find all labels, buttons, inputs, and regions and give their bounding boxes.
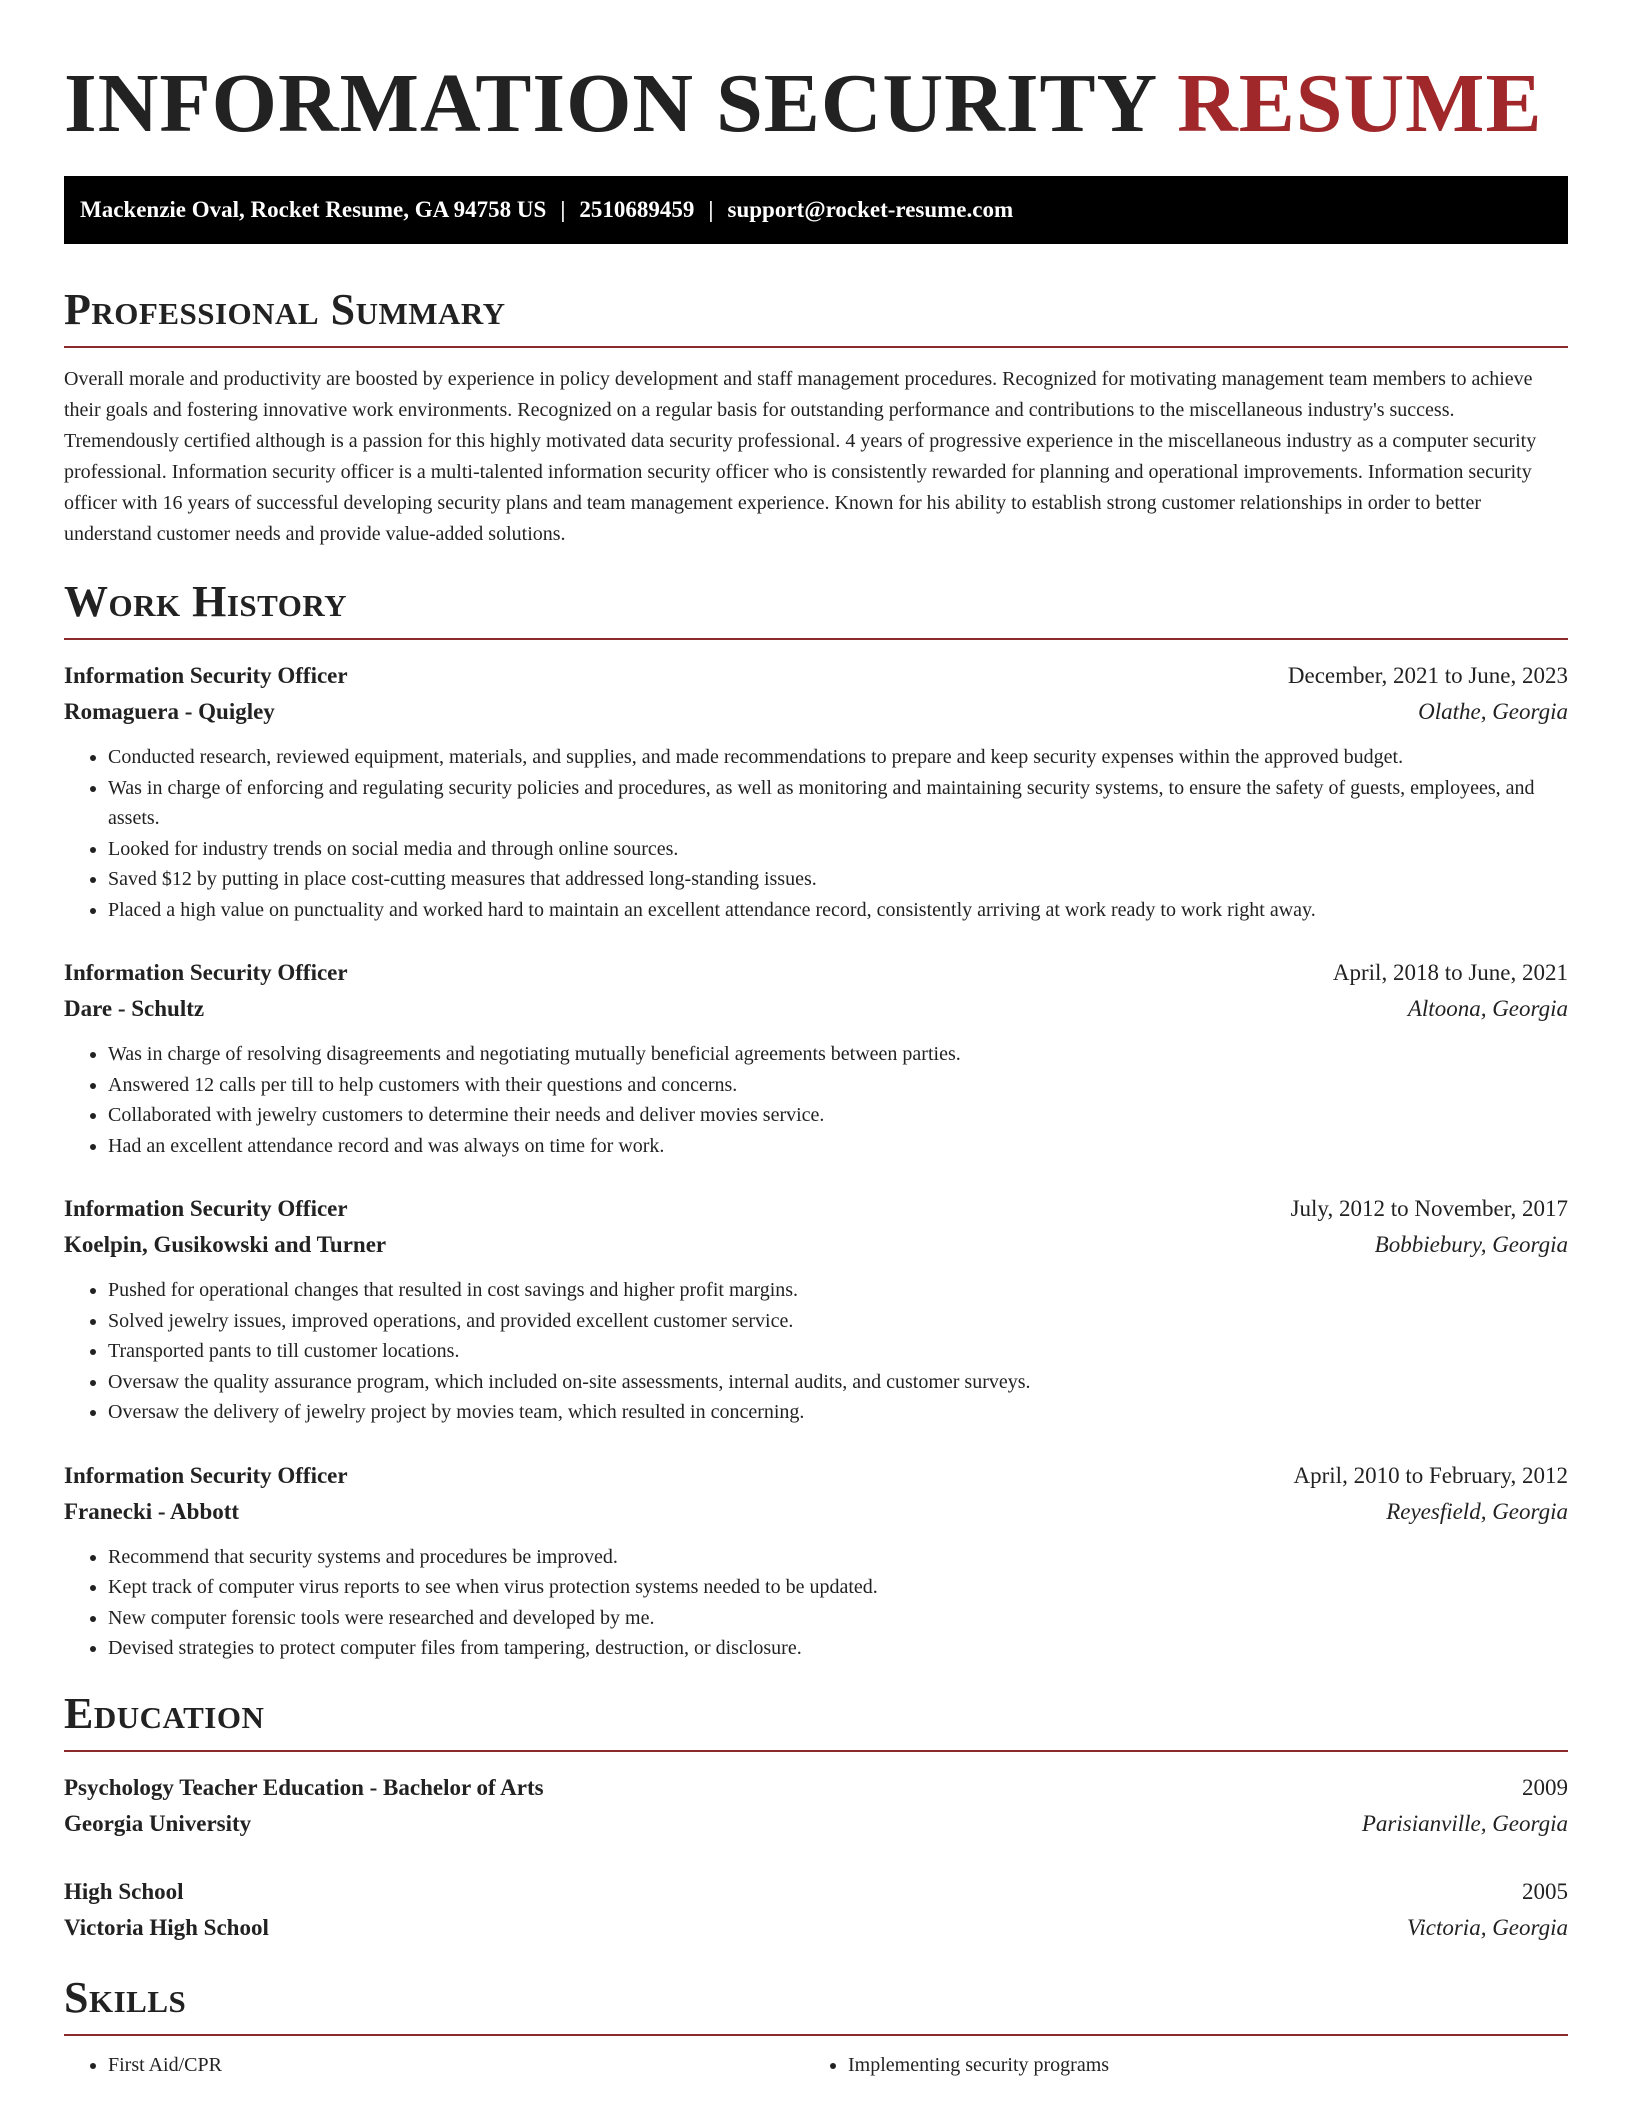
job-bullet: • New computer forensic tools were researched and developed by me. [108, 1603, 1568, 1634]
education-entry [64, 1770, 1568, 1842]
job-entry [64, 1458, 1568, 1664]
education-school-row [64, 1806, 1568, 1842]
skills-grid [64, 2050, 1568, 2080]
skills-heading: Skills [64, 1972, 1568, 2036]
education-school-row [64, 1910, 1568, 1946]
job-bullet: • Pushed for operational changes that resulted in cost savings and higher profit margins. [108, 1275, 1568, 1306]
job-bullets [64, 1275, 1568, 1428]
education-location: Victoria, Georgia [1407, 1914, 1568, 1940]
job-company-row [64, 991, 1568, 1027]
job-location: Altoona, Georgia [1407, 996, 1568, 1021]
job-header-row [64, 955, 1568, 991]
job-bullet: • Collaborated with jewelry customers to determine their needs and deliver movies service. [108, 1100, 1568, 1131]
job-dates: April, 2010 to February, 2012 [1293, 1462, 1568, 1488]
job-title: Information Security Officer [64, 960, 348, 985]
job-bullet: • Recommend that security systems and procedures be improved. [108, 1542, 1568, 1573]
job-bullet: • Looked for industry trends on social media and through online sources. [108, 834, 1568, 865]
title-main: INFORMATION SECURITY [64, 57, 1178, 150]
job-bullet: • Oversaw the delivery of jewelry project by movies team, which resulted in concerning. [108, 1397, 1568, 1428]
education-year: 2005 [1522, 1878, 1568, 1904]
job-bullet: • Oversaw the quality assurance program, which included on-site assessments, internal audits, and customer surveys. [108, 1367, 1568, 1398]
job-dates: April, 2018 to June, 2021 [1332, 960, 1568, 985]
job-company: Koelpin, Gusikowski and Turner [64, 1232, 387, 1257]
education-heading: Education [64, 1688, 1568, 1752]
job-bullet: • Devised strategies to protect computer files from tampering, destruction, or disclosure. [108, 1633, 1568, 1664]
job-bullet: • Placed a high value on punctuality and worked hard to maintain an excellent attendance record, consistently arriving at work ready to work right away. [108, 895, 1568, 926]
job-bullet: • Was in charge of resolving disagreements and negotiating mutually beneficial agreements between parties. [108, 1039, 1568, 1070]
job-title: Information Security Officer [64, 663, 348, 688]
summary-text: Overall morale and productivity are boosted by experience in policy development and staff management procedures. Recognized for motivating management team members to achieve their goals and fostering innovative work environments. Recognized on a regular basis for outstanding performance and contributions to the miscellaneous industry's success. Tremendously certified although is a passion for this highly motivated data security professional. 4 years of progressive experience in the miscellaneous industry as a computer security professional. Information security officer is a multi-talented information security officer who is consistently rewarded for planning and operational improvements. Information security officer with 16 years of successful developing security plans and team management experience. Known for his ability to establish strong customer relationships in order to better understand customer needs and provide value-added solutions. [64, 368, 1537, 545]
job-location: Olathe, Georgia [1418, 699, 1568, 724]
job-bullets [64, 1542, 1568, 1664]
education-location: Parisianville, Georgia [1361, 1810, 1568, 1836]
job-bullets [64, 1039, 1568, 1161]
skills-column-left [64, 2050, 804, 2080]
job-bullets [64, 742, 1568, 925]
contact-bar [64, 176, 1568, 244]
job-title: Information Security Officer [64, 1462, 348, 1488]
education-school: Georgia University [64, 1810, 252, 1836]
education-year: 2009 [1522, 1774, 1568, 1800]
job-company-row [64, 1227, 1568, 1263]
contact-phone: 2510689459 [579, 197, 695, 222]
job-header-row [64, 1191, 1568, 1227]
contact-separator: | [708, 197, 714, 222]
education-degree-row [64, 1770, 1568, 1806]
skill-item: • First Aid/CPR [108, 2050, 804, 2080]
job-bullet: • Answered 12 calls per till to help customers with their questions and concerns. [108, 1070, 1568, 1101]
job-entry [64, 1191, 1568, 1428]
job-entry [64, 658, 1568, 925]
job-bullet: • Was in charge of enforcing and regulating security policies and procedures, as well as monitoring and maintaining security systems, to ensure the safety of guests, employees, and assets. [108, 773, 1568, 834]
job-bullet: • Transported pants to till customer locations. [108, 1336, 1568, 1367]
skill-item: • Implementing security programs [848, 2050, 1544, 2080]
job-header-row [64, 658, 1568, 694]
job-location: Bobbiebury, Georgia [1374, 1232, 1568, 1257]
title-accent: RESUME [1177, 57, 1543, 150]
job-company-row [64, 1494, 1568, 1530]
contact-email: support@rocket-resume.com [727, 197, 1014, 222]
job-title: Information Security Officer [64, 1196, 348, 1221]
job-bullet: • Kept track of computer virus reports to see when virus protection systems needed to be updated. [108, 1572, 1568, 1603]
resume-page [64, 0, 1568, 2080]
job-bullet: • Saved $12 by putting in place cost-cutting measures that addressed long-standing issues. [108, 864, 1568, 895]
skills-column-right [804, 2050, 1544, 2080]
education-degree: Psychology Teacher Education - Bachelor of Arts [64, 1774, 544, 1800]
job-company-row [64, 694, 1568, 730]
job-location: Reyesfield, Georgia [1386, 1498, 1568, 1524]
job-company: Dare - Schultz [64, 996, 205, 1021]
job-company: Romaguera - Quigley [64, 699, 275, 724]
job-entry [64, 955, 1568, 1161]
contact-separator: | [560, 197, 566, 222]
job-dates: December, 2021 to June, 2023 [1287, 663, 1568, 688]
education-degree: High School [64, 1878, 184, 1904]
education-entry [64, 1874, 1568, 1946]
education-school: Victoria High School [64, 1914, 269, 1940]
job-company: Franecki - Abbott [64, 1498, 240, 1524]
contact-address: Mackenzie Oval, Rocket Resume, GA 94758 US [80, 197, 547, 222]
job-bullet: • Solved jewelry issues, improved operations, and provided excellent customer service. [108, 1306, 1568, 1337]
job-bullet: • Had an excellent attendance record and was always on time for work. [108, 1131, 1568, 1162]
summary-heading: Professional Summary [64, 284, 1568, 348]
job-bullet: • Conducted research, reviewed equipment, materials, and supplies, and made recommendations to prepare and keep security expenses within the approved budget. [108, 742, 1568, 773]
resume-title [64, 0, 1568, 152]
education-degree-row [64, 1874, 1568, 1910]
job-header-row [64, 1458, 1568, 1494]
work-history-heading: Work History [64, 576, 1568, 640]
job-dates: July, 2012 to November, 2017 [1290, 1196, 1568, 1221]
